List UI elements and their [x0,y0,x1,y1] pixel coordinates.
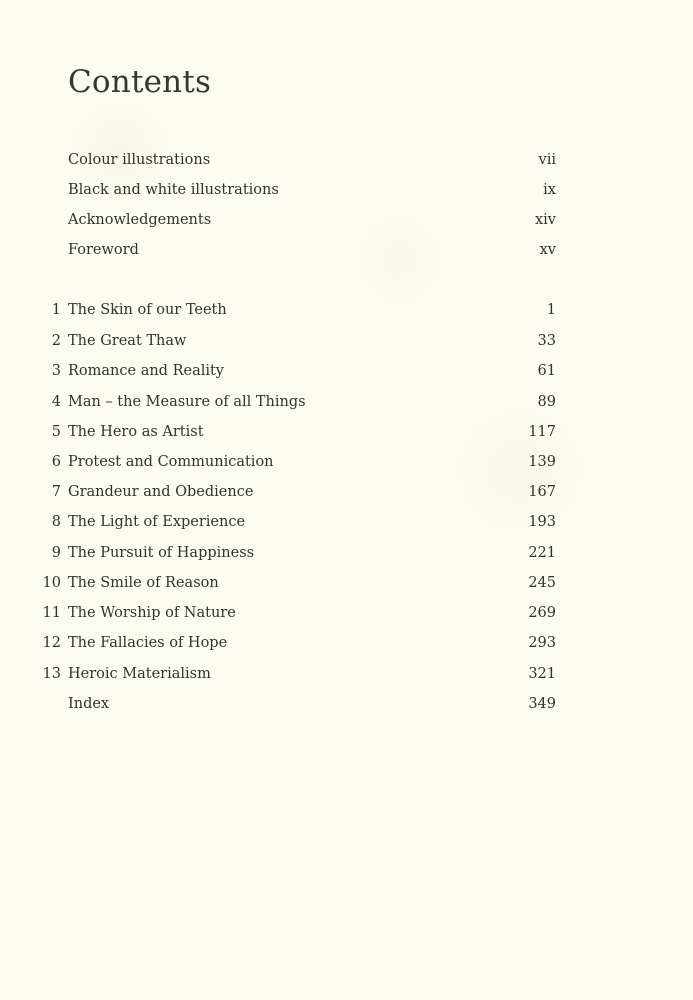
chapter-title: Man – the Measure of all Things [68,394,306,410]
toc-chapter-7 [0,481,693,503]
chapter-title: The Great Thaw [68,333,187,349]
toc-entry-black-and-white-illustrations [0,179,693,201]
chapter-title: Romance and Reality [68,363,225,379]
chapter-title: The Worship of Nature [68,605,236,621]
toc-entry-acknowledgements [0,209,693,231]
page-title: Contents [68,64,212,100]
chapter-page: 321 [528,666,556,682]
chapter-number: 10 [42,575,61,591]
chapter-page: 167 [528,484,556,500]
chapter-number: 9 [51,545,61,561]
toc-entry-label: Acknowledgements [68,212,212,228]
chapter-number: 6 [51,454,61,470]
toc-entry-label: Foreword [68,242,139,258]
chapter-number: 4 [51,394,61,410]
toc-entry-page: 349 [528,696,556,712]
chapter-title: Protest and Communication [68,454,274,470]
toc-chapter-10 [0,572,693,594]
toc-entry-foreword [0,239,693,261]
toc-chapter-11 [0,602,693,624]
toc-entry-label: Colour illustrations [68,152,211,168]
toc-chapter-6 [0,451,693,473]
toc-chapter-3 [0,360,693,382]
chapter-title: The Skin of our Teeth [68,302,227,318]
toc-chapter-4 [0,391,693,413]
chapter-title: The Light of Experience [68,514,246,530]
chapter-title: The Smile of Reason [68,575,219,591]
chapter-number: 12 [42,635,61,651]
toc-entry-page: vii [538,152,556,168]
chapter-page: 89 [537,394,556,410]
chapter-number: 8 [51,514,61,530]
chapter-title: Heroic Materialism [68,666,211,682]
toc-chapter-2 [0,330,693,352]
toc-chapter-1 [0,299,693,321]
toc-entry-page: xv [539,242,556,258]
chapter-page: 33 [537,333,556,349]
toc-chapter-13 [0,663,693,685]
chapter-page: 221 [528,545,556,561]
toc-entry-page: ix [543,182,556,198]
toc-entry-index [0,693,693,715]
chapter-number: 5 [51,424,61,440]
toc-entry-label: Black and white illustrations [68,182,279,198]
chapter-title: The Pursuit of Happiness [68,545,255,561]
chapter-number: 7 [51,484,61,500]
chapter-page: 1 [546,302,556,318]
chapter-number: 11 [42,605,61,621]
toc-entry-colour-illustrations [0,149,693,171]
chapter-page: 293 [528,635,556,651]
chapter-title: The Hero as Artist [68,424,204,440]
toc-chapter-5 [0,421,693,443]
toc-chapter-12 [0,632,693,654]
toc-entry-label: Index [68,696,110,712]
toc-chapter-8 [0,511,693,533]
chapter-page: 245 [528,575,556,591]
chapter-page: 139 [528,454,556,470]
chapter-page: 269 [528,605,556,621]
chapter-page: 193 [528,514,556,530]
chapter-title: The Fallacies of Hope [68,635,228,651]
chapter-page: 61 [537,363,556,379]
chapter-number: 3 [51,363,61,379]
toc-entry-page: xiv [534,212,556,228]
chapter-title: Grandeur and Obedience [68,484,254,500]
chapter-number: 13 [42,666,61,682]
chapter-page: 117 [528,424,556,440]
toc-chapter-9 [0,542,693,564]
chapter-number: 1 [51,302,61,318]
chapter-number: 2 [51,333,61,349]
